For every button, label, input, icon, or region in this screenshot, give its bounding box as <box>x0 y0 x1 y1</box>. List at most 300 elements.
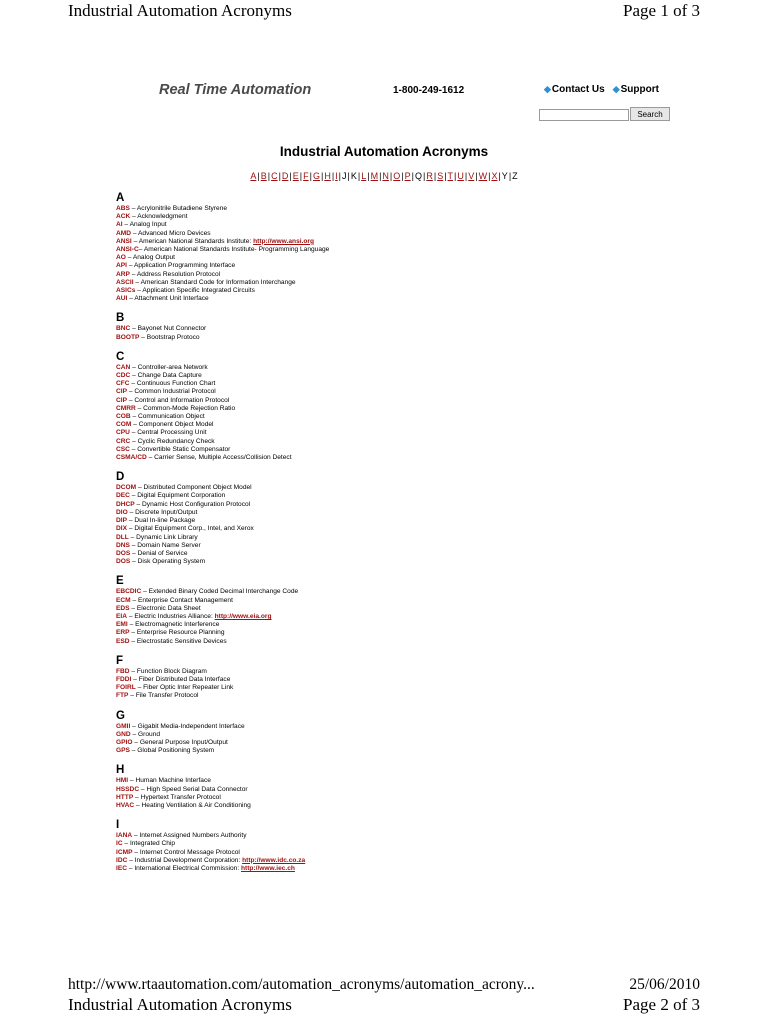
acronym-description: Address Resolution Protocol <box>136 270 221 278</box>
acronym-description: Digital Equipment Corp., Intel, and Xerox <box>134 525 254 533</box>
acronym-description: Change Data Capture <box>137 372 202 380</box>
acronym-entry <box>116 262 576 270</box>
alphabet-letter-m[interactable]: M <box>370 171 379 181</box>
acronym-abbr: ABS <box>116 205 130 212</box>
acronym-entry <box>116 621 576 629</box>
acronym-separator: – <box>127 621 136 629</box>
alphabet-separator: | <box>423 171 426 181</box>
acronym-separator: – <box>146 454 155 462</box>
section-g <box>116 710 576 756</box>
acronym-entry <box>116 454 576 462</box>
acronym-entry <box>116 380 576 388</box>
alphabet-letter-b[interactable]: B <box>260 171 267 181</box>
acronym-separator: – <box>135 287 143 295</box>
acronym-separator: – <box>129 629 137 637</box>
acronym-abbr: CAN <box>116 363 131 371</box>
acronym-separator: – <box>128 533 137 541</box>
acronym-description: Distributed Component Object Model <box>143 484 252 492</box>
acronym-abbr: AI <box>116 221 123 229</box>
acronym-entry <box>116 668 576 676</box>
acronym-description: Common-Mode Rejection Ratio <box>143 404 236 412</box>
acronym-abbr: GPIO <box>116 738 133 746</box>
acronym-description: Electromagnetic Interference <box>135 621 220 629</box>
acronym-description: Carrier Sense, Multiple Access/Collision Detect <box>154 454 292 462</box>
acronym-entry <box>116 605 576 613</box>
acronym-description: Acrylonitrile Butadiene Styrene <box>136 205 228 212</box>
alphabet-letter-q: Q <box>414 171 422 181</box>
alphabet-letter-z: Z <box>512 171 518 181</box>
acronym-description: Bayonet Nut Connector <box>137 325 207 333</box>
section-i <box>116 819 576 873</box>
alphabet-letter-h[interactable]: H <box>324 171 331 181</box>
alphabet-separator: | <box>464 171 468 181</box>
acronym-abbr: ASCII <box>116 278 134 286</box>
alphabet-letter-y: Y <box>501 171 508 181</box>
acronym-separator: – <box>135 684 144 692</box>
acronym-separator: – <box>130 596 138 604</box>
contact-us-link[interactable] <box>544 84 605 95</box>
acronym-abbr: CSMA/CD <box>116 454 147 462</box>
acronym-abbr: CPU <box>116 429 130 437</box>
acronym-description: Disk Operating System <box>137 558 206 566</box>
acronym-description: Dual In-line Package <box>134 517 196 525</box>
acronym-description: File Transfer Protocol <box>135 692 199 700</box>
alphabet-letter-l[interactable]: L <box>361 171 367 181</box>
acronym-abbr: DHCP <box>116 500 135 508</box>
acronym-separator: – <box>127 517 135 525</box>
acronym-separator: – <box>127 396 135 404</box>
acronym-description: Application Programming Interface <box>133 262 236 270</box>
acronym-abbr: HTTP <box>116 793 134 801</box>
acronym-separator: – <box>141 588 149 596</box>
acronym-description: Extended Binary Coded Decimal Interchange Code <box>148 588 299 596</box>
acronym-abbr: CSC <box>116 445 130 453</box>
alphabet-letter-g[interactable]: G <box>312 171 320 181</box>
section-heading: C <box>116 350 125 363</box>
section-h <box>116 764 576 810</box>
phone-number: 1-800-249-1612 <box>393 85 465 96</box>
alphabet-separator: | <box>299 171 303 181</box>
acronym-abbr: FDDI <box>116 675 132 683</box>
acronym-description: Heating Ventilation & Air Conditioning <box>141 801 251 809</box>
acronym-separator: – <box>129 541 138 549</box>
acronym-entry <box>116 517 576 525</box>
acronym-abbr: EIA <box>116 612 127 620</box>
acronym-description: American National Standards Institute: <box>138 237 254 245</box>
acronym-separator: – <box>127 864 135 872</box>
acronym-separator: – <box>127 262 134 270</box>
acronym-abbr: EMI <box>116 621 128 629</box>
acronym-abbr: ACK <box>116 213 131 221</box>
acronym-description: Integrated Chip <box>129 840 176 848</box>
acronym-entry <box>116 731 576 739</box>
acronym-entry <box>116 786 576 794</box>
acronym-separator: – <box>129 747 138 755</box>
alphabet-letter-p[interactable]: P <box>404 171 411 181</box>
acronym-separator: – <box>128 777 136 785</box>
acronym-entry <box>116 525 576 533</box>
alphabet-separator: | <box>367 171 370 181</box>
acronym-entry <box>116 542 576 550</box>
acronym-abbr: FOIRL <box>116 684 136 692</box>
acronym-separator: – <box>134 500 143 508</box>
contact-us-label: Contact Us <box>551 84 605 95</box>
acronym-abbr: ARP <box>116 270 130 278</box>
acronym-abbr: DIP <box>116 517 127 525</box>
acronym-description: Domain Name Server <box>137 541 201 549</box>
acronym-description: American Standard Code for Information Interchange <box>140 278 296 286</box>
alphabet-letter-e[interactable]: E <box>292 171 299 181</box>
alphabet-letter-j: J <box>342 171 347 181</box>
acronym-description: Hypertext Transfer Protocol <box>140 793 221 801</box>
acronym-entry <box>116 550 576 558</box>
acronym-entry <box>116 802 576 810</box>
acronym-separator: – <box>130 558 138 566</box>
acronym-description: Analog Output <box>132 254 176 262</box>
alphabet-separator: | <box>379 171 382 181</box>
acronym-entry <box>116 484 576 492</box>
print-footer-date: 25/06/2010 <box>629 976 700 993</box>
alphabet-letter-a[interactable]: A <box>250 171 257 181</box>
acronym-entry <box>116 271 576 279</box>
acronym-description: Ground <box>138 730 160 738</box>
print-header-title: Industrial Automation Acronyms <box>68 1 292 20</box>
acronym-description: Application Specific Integrated Circuits <box>142 287 255 295</box>
acronym-separator: – <box>132 738 140 746</box>
section-heading: F <box>116 654 124 667</box>
acronym-entry <box>116 840 576 848</box>
acronym-abbr: GPS <box>116 747 130 755</box>
acronym-abbr: GMII <box>116 722 131 730</box>
alphabet-separator: | <box>454 171 457 181</box>
acronym-entry <box>116 613 576 621</box>
acronym-separator: – <box>129 429 138 437</box>
section-f <box>116 655 576 701</box>
acronym-separator: – <box>138 246 144 254</box>
acronym-abbr: HSSDC <box>116 785 140 793</box>
section-a <box>116 192 576 303</box>
alphabet-separator: | <box>475 171 478 181</box>
alphabet-letter-u[interactable]: U <box>457 171 464 181</box>
acronym-entry <box>116 777 576 785</box>
diamond-bullet-icon: ◆ <box>544 84 551 94</box>
acronym-separator: – <box>129 637 137 645</box>
alphabet-letter-o[interactable]: O <box>393 171 401 181</box>
support-link[interactable] <box>613 84 659 95</box>
print-footer-page-number: Page 2 of 3 <box>623 995 700 1014</box>
search-input[interactable] <box>539 109 629 121</box>
acronym-abbr: COB <box>116 413 131 421</box>
acronym-entry <box>116 372 576 380</box>
acronym-description: Acknowledgment <box>137 213 188 221</box>
section-heading: G <box>116 709 125 722</box>
acronym-description: Digital Equipment Corporation <box>137 492 226 500</box>
section-heading: E <box>116 575 124 588</box>
acronym-abbr: DLL <box>116 533 129 541</box>
acronym-abbr: CIP <box>116 396 127 404</box>
diamond-bullet-icon: ◆ <box>612 84 620 94</box>
alphabet-separator: | <box>444 171 447 181</box>
search-button[interactable]: Search <box>630 107 670 121</box>
acronym-separator: – <box>122 840 130 848</box>
acronym-entry <box>116 397 576 405</box>
alphabet-letter-c[interactable]: C <box>271 171 278 181</box>
acronym-description: American National Standards Institute- Programming Language <box>143 246 330 254</box>
acronym-abbr: CRC <box>116 437 131 445</box>
alphabet-separator: | <box>508 171 512 181</box>
acronym-abbr: ANSI <box>116 237 132 245</box>
alphabet-letter-n[interactable]: N <box>382 171 389 181</box>
section-d <box>116 471 576 566</box>
acronym-link[interactable]: http://www.iec.ch <box>240 864 295 872</box>
acronym-description: Analog Input <box>129 221 167 229</box>
acronym-entry <box>116 238 576 246</box>
acronym-separator: – <box>139 333 147 341</box>
acronym-entry <box>116 832 576 840</box>
acronym-separator: – <box>130 213 138 221</box>
acronym-entry <box>116 413 576 421</box>
acronym-separator: – <box>133 278 141 286</box>
acronym-separator: – <box>129 492 138 500</box>
acronym-separator: – <box>136 484 144 492</box>
acronym-abbr: CDC <box>116 372 131 380</box>
acronym-abbr: AUI <box>116 295 128 303</box>
acronym-abbr: DOS <box>116 558 131 566</box>
alphabet-separator: | <box>411 171 414 181</box>
acronym-abbr: DEC <box>116 492 130 500</box>
brand-logo-text[interactable]: Real Time Automation <box>159 82 312 98</box>
acronym-entry <box>116 692 576 700</box>
acronym-description: Enterprise Contact Management <box>138 596 233 604</box>
acronym-entry <box>116 501 576 509</box>
acronym-entry <box>116 364 576 372</box>
alphabet-separator: | <box>320 171 324 181</box>
acronym-abbr: HVAC <box>116 801 135 809</box>
acronym-entry <box>116 287 576 295</box>
acronym-description: Gigabit Media-Independent Interface <box>137 722 245 730</box>
acronym-description: High Speed Serial Data Connector <box>146 785 248 793</box>
acronym-abbr: IDC <box>116 856 128 864</box>
alphabet-letter-w[interactable]: W <box>478 171 488 181</box>
acronym-entry <box>116 279 576 287</box>
acronym-abbr: BOOTP <box>116 333 140 341</box>
acronym-entry <box>116 205 576 213</box>
alphabet-separator: | <box>347 171 350 181</box>
acronym-separator: – <box>132 832 140 840</box>
alphabet-letter-t[interactable]: T <box>447 171 454 181</box>
alphabet-separator: | <box>357 171 361 181</box>
alphabet-separator: | <box>488 171 491 181</box>
acronym-entry <box>116 254 576 262</box>
acronym-description: Continuous Function Chart <box>136 380 216 388</box>
acronym-separator: – <box>127 295 135 303</box>
acronym-link[interactable]: http://www.idc.co.za <box>242 856 306 864</box>
section-heading: A <box>116 192 125 204</box>
acronym-description: Enterprise Resource Planning <box>136 629 225 637</box>
acronym-separator: – <box>130 372 138 380</box>
print-footer-url: http://www.rtaautomation.com/automation_acronyms/automation_acrony... <box>68 976 535 993</box>
acronym-entry <box>116 438 576 446</box>
acronym-separator: – <box>127 508 136 516</box>
acronym-abbr: DOS <box>116 549 131 557</box>
alphabet-separator: | <box>257 171 260 181</box>
acronym-abbr: CFC <box>116 380 130 388</box>
acronym-description: Fiber Distributed Data Interface <box>138 675 231 683</box>
acronym-entry <box>116 794 576 802</box>
acronym-abbr: EBCDIC <box>116 588 142 596</box>
alphabet-letter-x[interactable]: X <box>491 171 498 181</box>
acronym-separator: – <box>129 205 137 212</box>
section-heading: H <box>116 764 125 777</box>
acronym-description: Attachment Unit Interface <box>134 295 209 303</box>
acronym-description: Human Machine Interface <box>135 777 211 785</box>
acronym-separator: – <box>130 730 138 738</box>
acronym-list <box>116 192 576 882</box>
acronym-entry <box>116 865 576 873</box>
acronym-entry <box>116 492 576 500</box>
acronym-entry <box>116 747 576 755</box>
acronym-description: Control and Information Protocol <box>134 396 230 404</box>
acronym-entry <box>116 230 576 238</box>
alphabet-separator: | <box>389 171 393 181</box>
acronym-separator: – <box>139 785 147 793</box>
acronym-separator: – <box>128 692 136 700</box>
acronym-entry <box>116 325 576 333</box>
acronym-description: Convertible Static Compensator <box>137 445 231 453</box>
acronym-abbr: COM <box>116 421 132 429</box>
acronym-description: Cyclic Redundancy Check <box>137 437 215 445</box>
acronym-description: Discrete Input/Output <box>135 508 198 516</box>
print-footer-title: Industrial Automation Acronyms <box>68 995 292 1014</box>
acronym-entry <box>116 638 576 646</box>
acronym-description: Central Processing Unit <box>137 429 207 437</box>
acronym-entry <box>116 588 576 596</box>
acronym-abbr: AMD <box>116 229 132 237</box>
acronym-abbr: IC <box>116 840 123 848</box>
support-label: Support <box>620 84 659 95</box>
acronym-abbr: EDS <box>116 604 130 612</box>
acronym-separator: – <box>132 848 140 856</box>
acronym-description: General Purpose Input/Output <box>139 738 228 746</box>
acronym-separator: – <box>131 421 139 429</box>
acronym-entry <box>116 676 576 684</box>
acronym-abbr: FBD <box>116 667 130 675</box>
alphabet-letter-r[interactable]: R <box>426 171 433 181</box>
acronym-abbr: IEC <box>116 864 127 872</box>
acronym-abbr: ASICs <box>116 287 136 295</box>
alphabet-letter-k: K <box>350 171 357 181</box>
acronym-abbr: ESD <box>116 637 130 645</box>
acronym-abbr: CMRR <box>116 404 136 412</box>
section-c <box>116 351 576 462</box>
acronym-separator: – <box>130 437 138 445</box>
acronym-entry <box>116 597 576 605</box>
acronym-entry <box>116 295 576 303</box>
acronym-description: Bootstrap Protoco <box>146 333 200 341</box>
acronym-abbr: AO <box>116 254 126 262</box>
acronym-entry <box>116 429 576 437</box>
print-header-page-number: Page 1 of 3 <box>623 1 700 20</box>
acronym-abbr: GND <box>116 730 131 738</box>
acronym-separator: – <box>129 380 137 388</box>
alphabet-letter-f[interactable]: F <box>303 171 309 181</box>
acronym-entry <box>116 849 576 857</box>
acronym-entry <box>116 213 576 221</box>
acronym-description: Internet Assigned Numbers Authority <box>139 832 247 840</box>
acronym-abbr: BNC <box>116 325 131 333</box>
acronym-abbr: DIO <box>116 508 128 516</box>
section-e <box>116 575 576 645</box>
acronym-separator: – <box>130 722 138 730</box>
acronym-separator: – <box>127 856 135 864</box>
acronym-description: Global Positioning System <box>137 747 215 755</box>
alphabet-letter-v[interactable]: V <box>468 171 475 181</box>
section-heading: I <box>116 819 120 832</box>
acronym-entry <box>116 534 576 542</box>
alphabet-separator: | <box>433 171 437 181</box>
acronym-description: Electric Industries Alliance: <box>134 612 215 620</box>
acronym-separator: – <box>134 801 142 809</box>
acronym-description: Electrostatic Sensitive Devices <box>136 637 227 645</box>
acronym-entry <box>116 246 576 254</box>
alphabet-separator: | <box>309 171 312 181</box>
acronym-description: Controller-area Network <box>137 363 208 371</box>
acronym-link[interactable]: http://www.eia.org <box>214 612 272 620</box>
acronym-entry <box>116 446 576 454</box>
top-links <box>544 84 659 95</box>
acronym-separator: – <box>127 525 135 533</box>
acronym-separator: – <box>127 388 135 396</box>
acronym-separator: – <box>130 363 138 371</box>
acronym-separator: – <box>133 793 141 801</box>
acronym-separator: – <box>129 270 137 278</box>
section-heading: D <box>116 471 125 484</box>
alphabet-letter-d[interactable]: D <box>281 171 289 181</box>
acronym-description: Internet Control Message Protocol <box>139 848 240 856</box>
alphabet-separator: | <box>498 171 501 181</box>
acronym-link[interactable]: http://www.ansi.org <box>253 237 315 245</box>
alphabet-separator: | <box>278 171 281 181</box>
acronym-separator: – <box>130 549 138 557</box>
alphabet-separator: | <box>401 171 404 181</box>
alphabet-letter-s[interactable]: S <box>437 171 444 181</box>
acronym-description: Fiber Optic Inter Repeater Link <box>143 684 234 692</box>
acronym-abbr: API <box>116 262 127 270</box>
acronym-separator: – <box>130 413 138 421</box>
acronym-separator: – <box>130 325 138 333</box>
acronym-abbr: CIP <box>116 388 127 396</box>
acronym-entry <box>116 739 576 747</box>
acronym-description: Function Block Diagram <box>136 667 207 675</box>
acronym-description: International Electrical Commission: <box>134 864 241 872</box>
acronym-abbr: ECM <box>116 596 131 604</box>
acronym-description: Electronic Data Sheet <box>136 604 201 612</box>
alphabet-letter-i[interactable]: I <box>335 171 338 181</box>
acronym-separator: – <box>129 604 137 612</box>
acronym-entry <box>116 334 576 342</box>
acronym-description: Component Object Model <box>138 421 214 429</box>
acronym-description: Communication Object <box>138 413 205 421</box>
acronym-abbr: DIX <box>116 525 127 533</box>
section-heading: B <box>116 312 125 325</box>
acronym-entry <box>116 857 576 865</box>
acronym-entry <box>116 629 576 637</box>
acronym-entry <box>116 684 576 692</box>
acronym-entry <box>116 558 576 566</box>
alphabet-separator: | <box>331 171 335 181</box>
acronym-description: Advanced Micro Devices <box>138 229 211 237</box>
acronym-separator: – <box>129 445 138 453</box>
